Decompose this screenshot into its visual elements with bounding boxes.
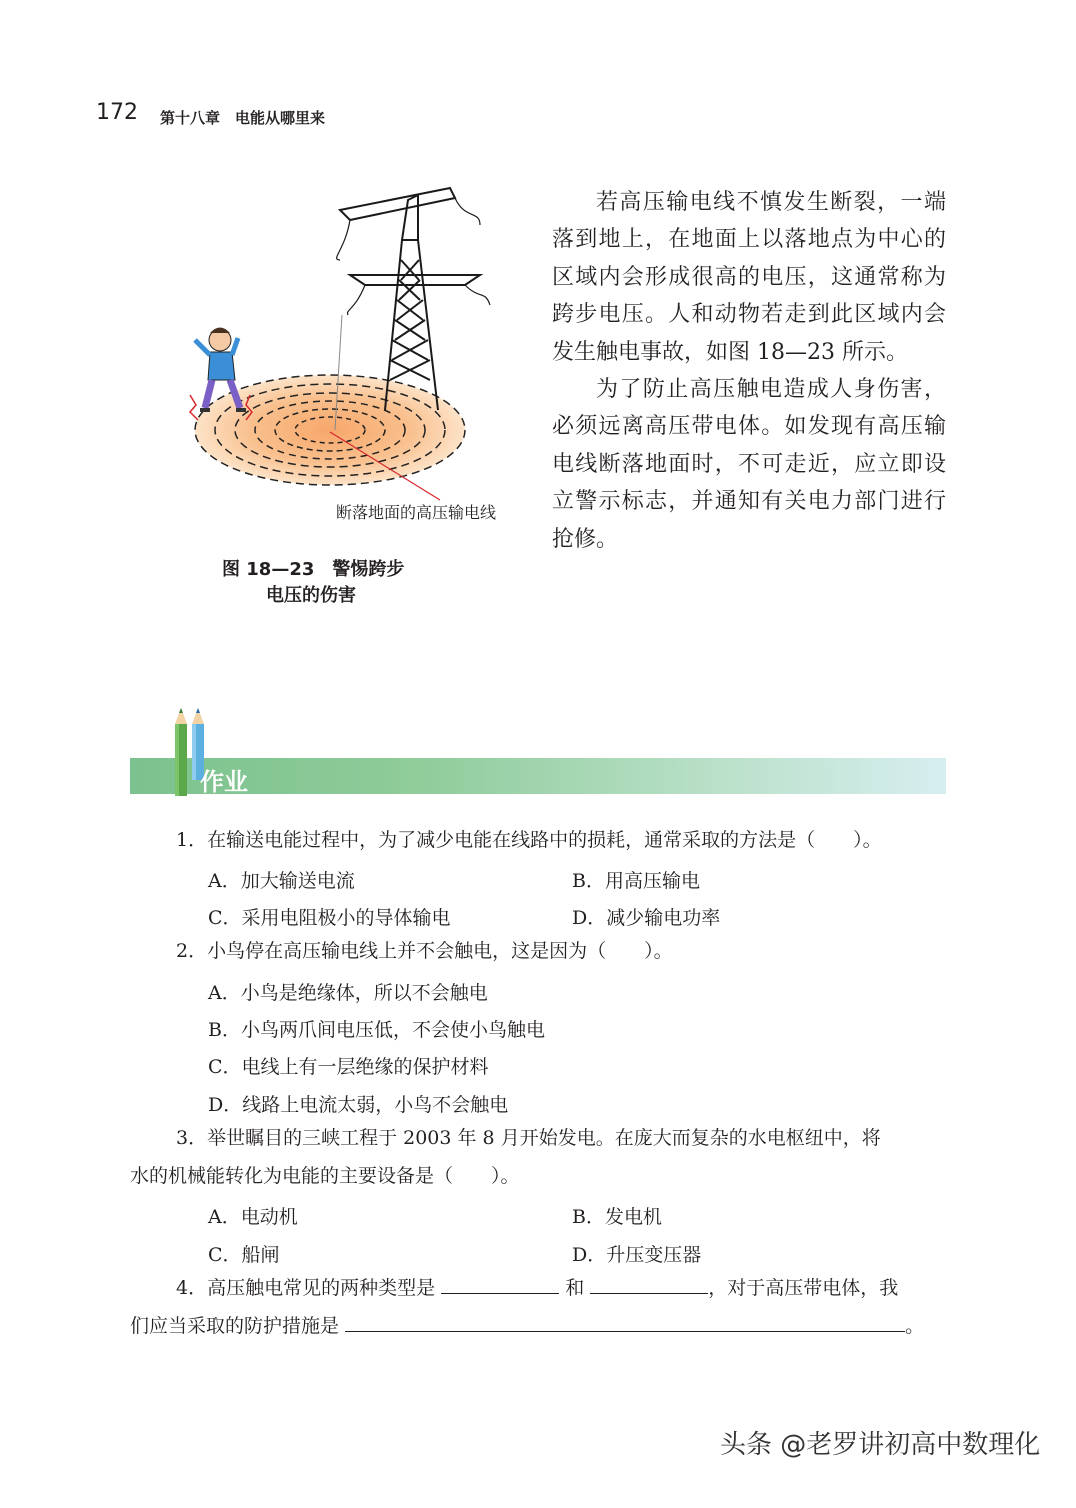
q1-option-a: A．加大输送电流 [208,870,355,892]
q4-line2-end: 。 [905,1315,925,1337]
question-3-stem-line-2: 水的机械能转化为电能的主要设备是（ ）。 [130,1165,520,1187]
question-4-line-1 [176,1270,898,1307]
caption-line-1: 图 18—23 警惕跨步 [222,559,405,580]
paragraph-1: 若高压输电线不慎发生断裂，一端落到地上，在地面上以落地点为中心的区域内会形成很高的电压，这通常称为跨步电压。人和动物若走到此区域内会发生触电事故，如图 18—23 所示。 [552,190,946,365]
q3-option-b: B．发电机 [572,1206,662,1228]
body-text [552,184,946,558]
figure-label: 断落地面的高压输电线 [336,503,497,522]
q1-option-d: D．减少输电功率 [572,907,721,929]
question-4-line-2 [130,1308,924,1345]
q4-part-3: ，对于高压带电体，我 [708,1277,899,1299]
q4-part-2: 和 [565,1277,585,1299]
caption-line-2: 电压的伤害 [266,585,356,606]
paragraph-2: 为了防止高压触电造成人身伤害，必须远离高压带电体。如发现有高压输电线断落地面时，不可走近，应立即设立警示标志，并通知有关电力部门进行抢修。 [552,377,946,552]
q3-option-a: A．电动机 [208,1206,298,1228]
q2-option-d: D．线路上电流太弱，小鸟不会触电 [208,1094,509,1116]
question-1-stem: 1．在输送电能过程中，为了减少电能在线路中的损耗，通常采取的方法是（ ）。 [176,829,882,851]
q3-option-c: C．船闸 [208,1244,280,1266]
q4-blank-1[interactable] [441,1275,559,1294]
q2-option-a: A．小鸟是绝缘体，所以不会触电 [208,982,488,1004]
watermark: 头条 @老罗讲初高中数理化 [720,1430,1041,1460]
q4-part-1: 4．高压触电常见的两种类型是 [176,1277,436,1299]
question-2-stem: 2．小鸟停在高压输电线上并不会触电，这是因为（ ）。 [176,940,673,962]
homework-title: 作业 [200,768,248,796]
q1-option-c: C．采用电阻极小的导体输电 [208,907,451,929]
question-3-stem-line-1: 3．举世瞩目的三峡工程于 2003 年 8 月开始发电。在庞大而复杂的水电枢纽中，将 [176,1127,881,1149]
chapter-title: 第十八章 电能从哪里来 [160,109,326,127]
page-header [96,100,326,127]
q4-blank-2[interactable] [590,1275,708,1294]
q3-option-d: D．升压变压器 [572,1244,702,1266]
q2-option-b: B．小鸟两爪间电压低，不会使小鸟触电 [208,1019,545,1041]
q2-option-c: C．电线上有一层绝缘的保护材料 [208,1056,489,1078]
homework-banner [130,758,946,794]
q1-option-b: B．用高压输电 [572,870,700,892]
figure-caption [222,557,404,609]
step-voltage-illustration [180,180,540,530]
q4-blank-3[interactable] [345,1313,905,1332]
page-number: 172 [96,100,138,125]
q4-line2-start: 们应当采取的防护措施是 [130,1315,340,1337]
